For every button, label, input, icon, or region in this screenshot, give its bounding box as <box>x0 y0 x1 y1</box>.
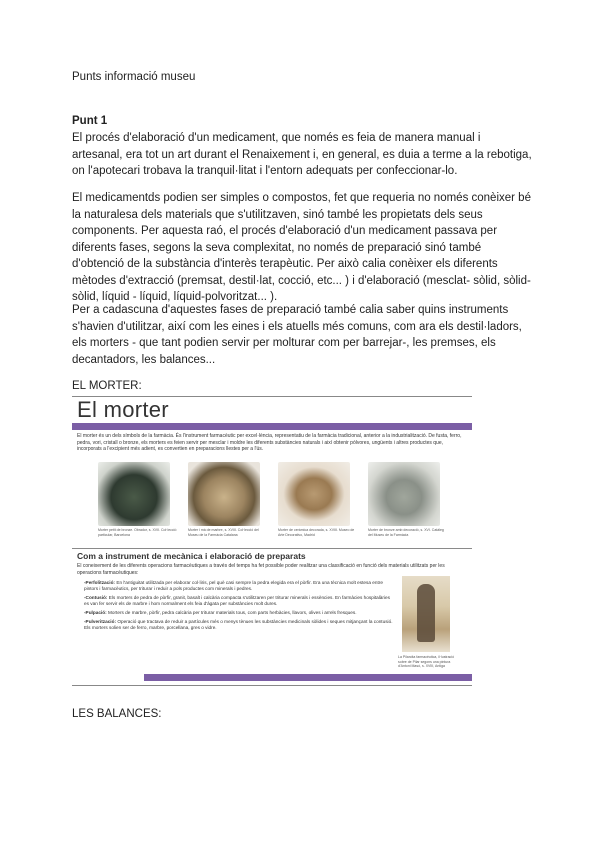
mortar-photos <box>98 462 458 542</box>
poster-subintro: El coneixement de les diferents operacions farmacèutiques a través del temps ha fet possible poder realitzar una classificació en funció dels materials utilitzats per les operacions farmacèutiques: <box>77 563 445 576</box>
operation-term: -Perfolització: <box>84 580 115 585</box>
paragraph-1: El procés d'elaboració d'un medicament, que només es feia de manera manual i artesanal, era tot un art durant el Renaixement i, en general, es duia a terme a la rebotiga, on l'apotecari trobava la tranquil·litat i l'entorn adequats per confeccionar-lo. <box>72 132 532 177</box>
mortar-photo-metal <box>368 462 440 526</box>
operation-item <box>84 619 394 631</box>
operation-item <box>84 610 394 616</box>
poster-subtitle: Com a instrument de mecànica i elaboració de preparats <box>77 551 306 561</box>
figure-silhouette <box>417 584 435 642</box>
side-caption: La Pilarcita farmacèutica, il·lustració sobre de Pilar segons una pintura d'Antoni Masó, s. XVIII, Antiga <box>398 655 455 668</box>
photo-caption: Morter de bronze amb decoració, s. XVI. Catàleg del Museu de la Farmàcia <box>368 528 444 537</box>
photo-caption: Morter petit de bronze. Obrador, s. XVII. Col·lecció particular, Barcelona <box>98 528 177 537</box>
mortar-photo-stone <box>188 462 260 526</box>
operation-item <box>84 595 394 607</box>
mortar-photo-bronze <box>98 462 170 526</box>
paragraph-3: Per a cadascuna d'aquestes fases de preparació també calia saber quins instruments s'havien d'utilitzar, així com les eines i els atuells més comuns, com ara els destil·ladors, els morters - que tant podien servir per molturar com per barrejar-, les premses, els decantadors, les balances... <box>72 304 522 366</box>
operation-term: -Pulverització: <box>84 618 117 624</box>
label-balances: LES BALANCES: <box>72 708 162 720</box>
paragraph-2: El medicamentds podien ser simples o compostos, fet que requeria no només conèixer bé la naturalesa dels materials que s'utilitzaven, sinó també les propietats dels seus components. Per aquesta raó, el procés d'elaboració d'un medicament passava per diferents fases, segons la seva complexitat, no només de preparació sinó també d'obtenció de la substància d'interès terapèutic. Per això calia conèixer els diferents mètodes d'extracció (premsat, destil·lat, cocció, etc... ) i d'elaboració (mesclat- sòlid, sòlid- sòlid, líquid - líquid, líquid-polvoritzat... ). <box>72 192 531 303</box>
poster-mid-rule <box>72 548 472 549</box>
morter-poster-image <box>72 396 472 688</box>
label-morter: EL MORTER: <box>72 380 142 392</box>
operation-text: Els morters de pedra de pòrfir, granit, basalt i calcària compacta s'utilitzaren per triturar minerals i essències. En farmàcies hospitalàries es van fer servir els de marbre i hom normalment els feia d'ágata per substàncies molt dures. <box>84 594 390 607</box>
poster-bottom-bar <box>144 674 472 681</box>
operation-text: En l'antiguitat utilitzada per elaborar col·liris, pel què casi sempre la pedra elegida era el pòrfir. Era una tècnica molt estesa entre pintors i farmacèutics, per triturar i reduir a pols productes com minerals i pedres. <box>84 580 383 592</box>
operation-text: Operació que tractava de reduir a partícules més o menys tènues les substàncies medicinals sòlides i seques mitjançant la contusió. Els morters solien ser de ferro, marbre, porcellana, gres o vidre. <box>84 618 393 630</box>
document-title: Punts informació museu <box>72 71 196 83</box>
mortar-photo-ceramic <box>278 462 350 526</box>
section-heading: Punt 1 <box>72 115 108 127</box>
operations-list <box>84 580 394 633</box>
poster-intro: El morter és un dels símbols de la farmàcia. És l'instrument farmacèutic per excel·lència, representatiu de la farmàcia tradicional, anterior a la industrialització. De fusta, ferro, pedra, vori, cristall o bronze, els morters es feien servir per mesclar i moldre les diferents substàncies naturals i així obtenir pólvores, ungüents i altres productes que, incorporats a l'excipient més adient, es convertien en preparacions llestes per a l'ús. <box>77 433 462 452</box>
poster-accent-bar <box>72 423 472 430</box>
operation-text: Morters de marbre, pòrfir, pedra calcària per triturar materials tous, com parts herbàcies, llavors, olives i arrels fresques. <box>107 609 357 615</box>
poster-title: El morter <box>77 397 169 422</box>
operation-item <box>84 580 394 592</box>
photo-caption: Morter i mà de marbre, s. XVIII. Col·lecció del Museu de la Farmàcia Catalana <box>188 528 259 537</box>
operation-term: -Pulpació: <box>84 609 107 615</box>
photo-caption: Morter de ceràmica decorada, s. XVIII. Museo de Arte Decorativo, Madrid <box>278 528 355 537</box>
poster-bottom-rule <box>72 685 472 686</box>
operation-term: -Contusió: <box>84 594 108 600</box>
side-illustration <box>402 576 450 652</box>
